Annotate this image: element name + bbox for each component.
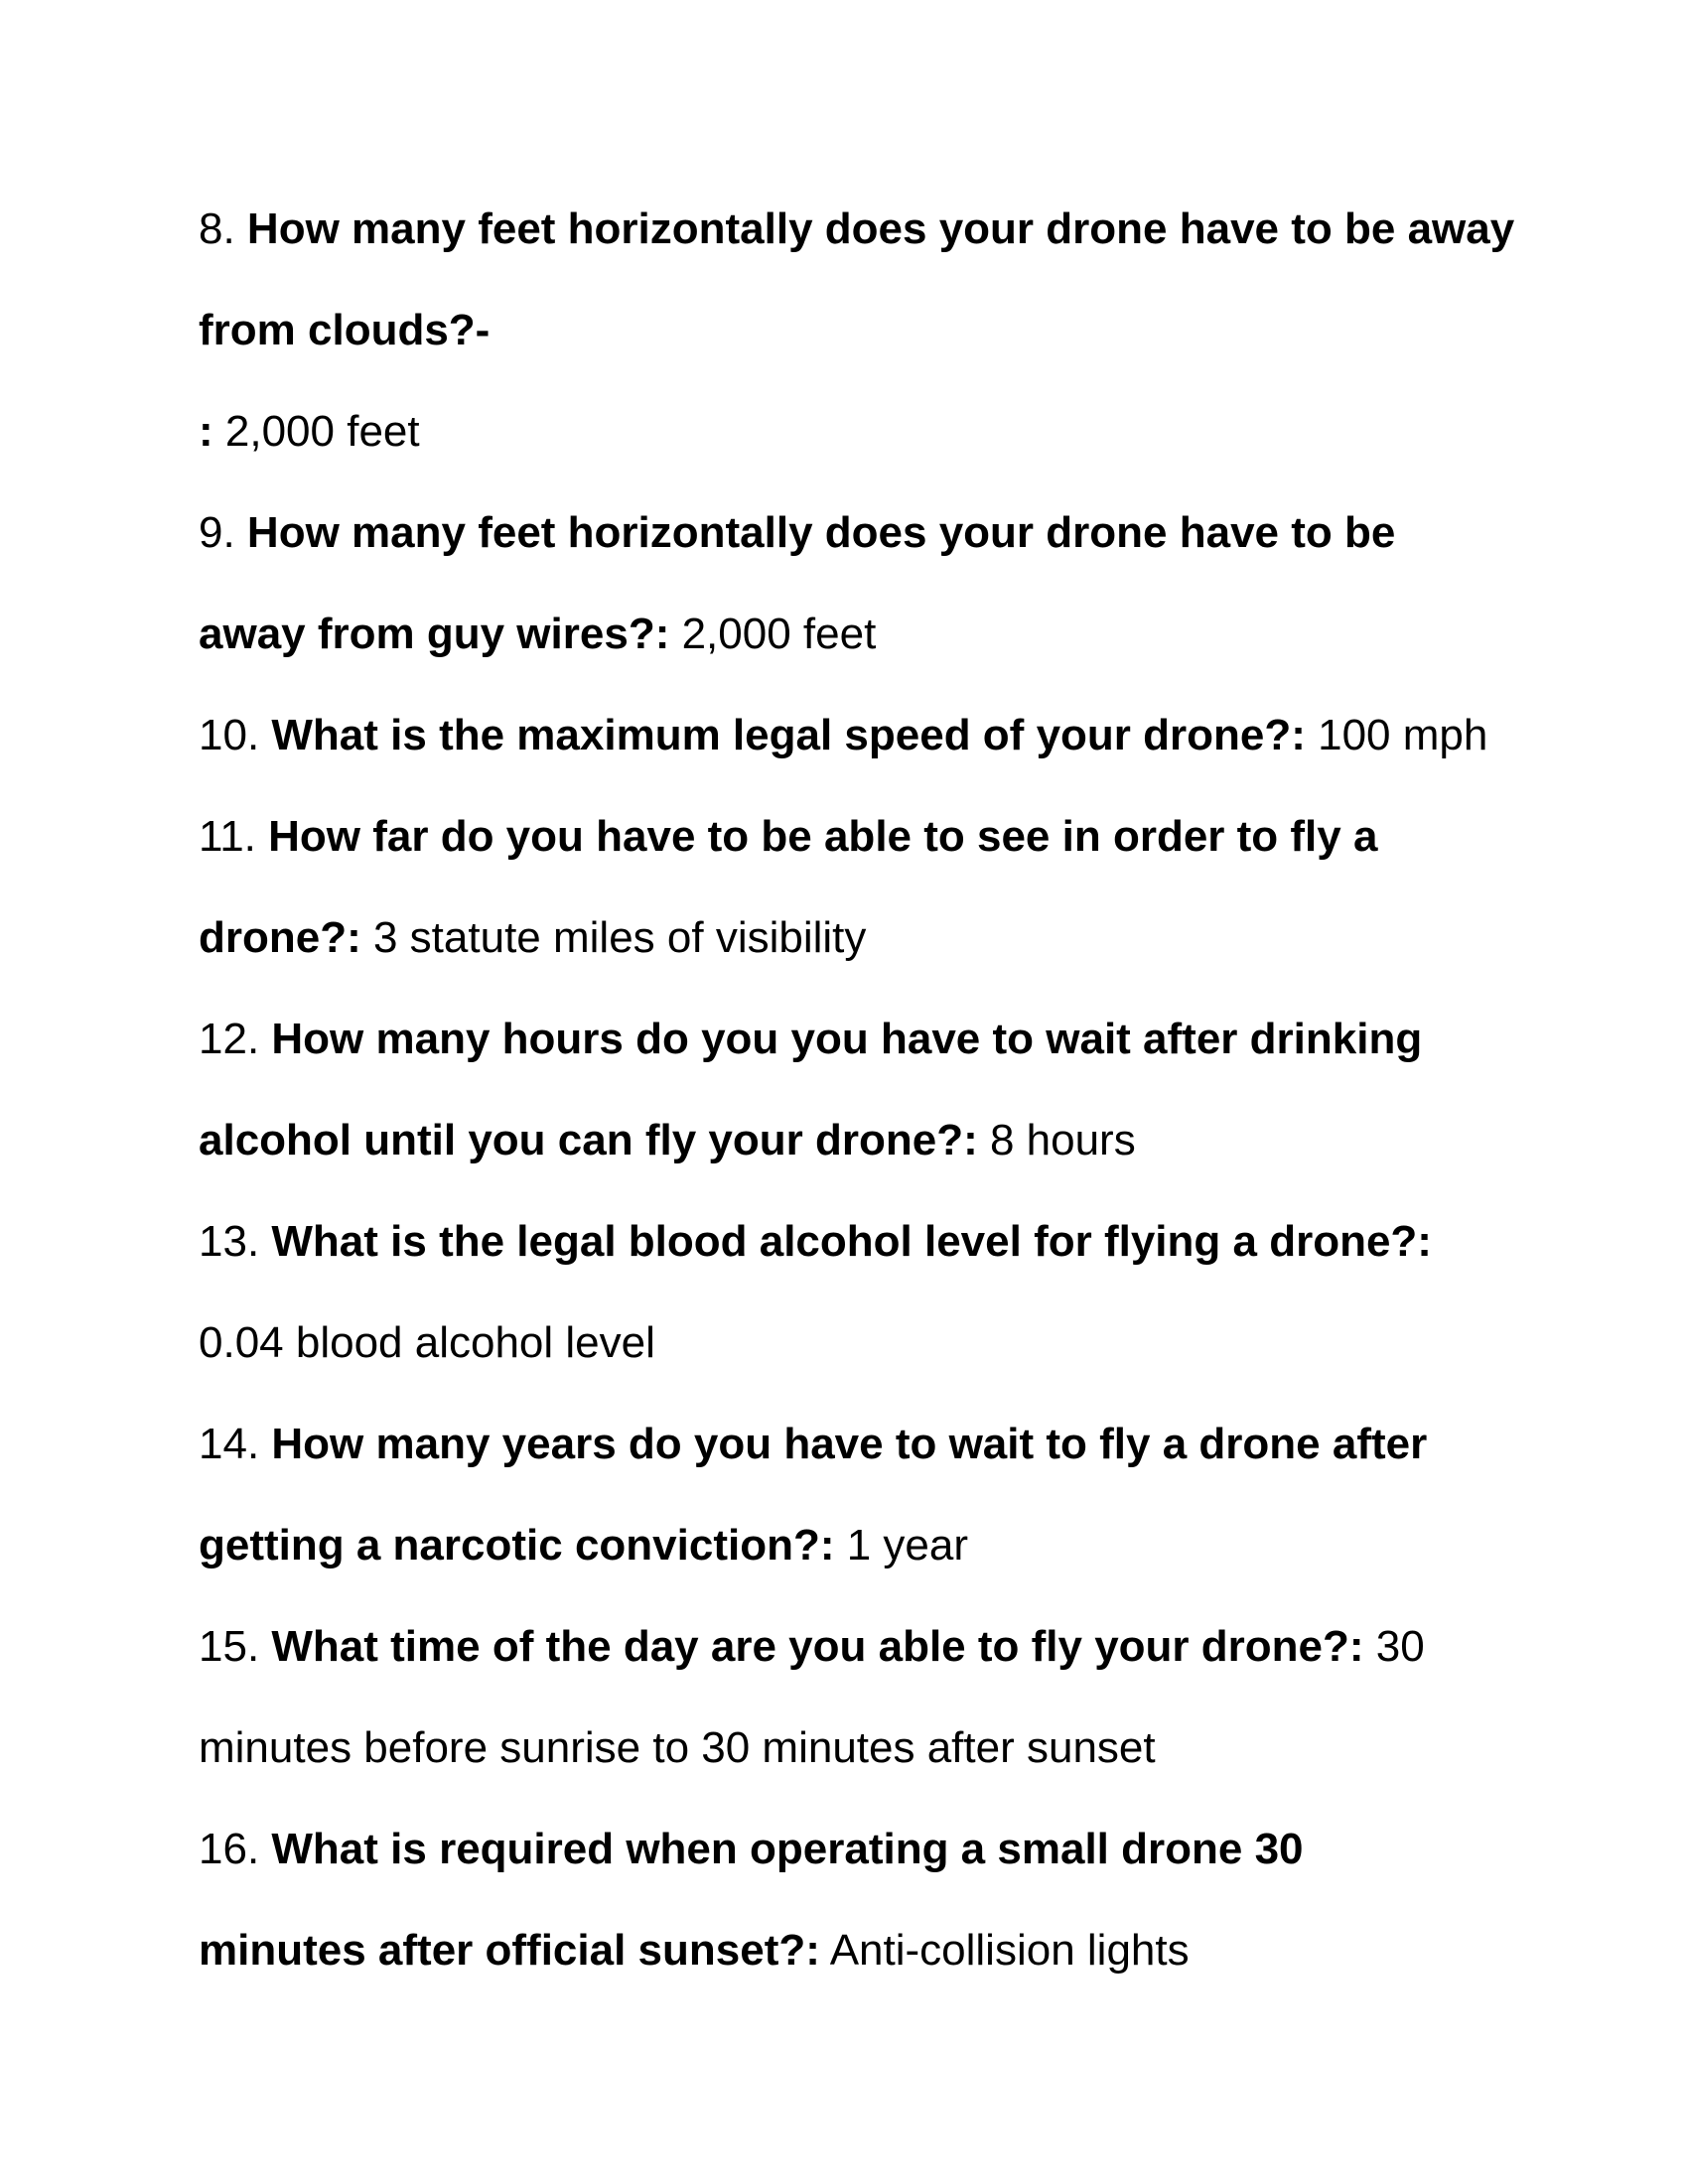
question-16-line-1 — [199, 1825, 1304, 1873]
question-text: from clouds?- — [199, 306, 491, 354]
question-12-line-1 — [199, 1015, 1423, 1063]
answer-text: 2,000 feet — [669, 610, 877, 658]
question-14-line-2 — [199, 1521, 969, 1570]
question-text: away from guy wires?: — [199, 610, 670, 658]
question-text: How many feet horizontally does your drone have to be away — [246, 205, 1515, 253]
question-text: How many hours do you you have to wait after drinking — [271, 1015, 1423, 1063]
answer-text: 0.04 blood alcohol level — [199, 1318, 655, 1367]
answer-text: Anti-collision lights — [819, 1926, 1190, 1975]
answer-text: 8 hours — [977, 1116, 1136, 1164]
answer-8-line — [199, 407, 420, 456]
question-13-line-1 — [199, 1217, 1432, 1266]
answer-text: 1 year — [834, 1521, 969, 1570]
question-16-line-2 — [199, 1926, 1190, 1975]
question-text: How far do you have to be able to see in order to fly a — [268, 812, 1378, 861]
answer-prefix: : — [199, 407, 213, 456]
question-number: 13. — [199, 1217, 272, 1266]
question-text: How many years do you have to wait to fly a drone after — [271, 1420, 1428, 1468]
question-15-line-1 — [199, 1622, 1425, 1671]
answer-15-line — [199, 1723, 1156, 1772]
question-10-line-1 — [199, 711, 1488, 759]
question-9-line-1 — [199, 508, 1396, 557]
question-text: How many feet horizontally does your drone have to be — [246, 508, 1396, 557]
question-number: 8. — [199, 205, 247, 253]
question-text: What is the legal blood alcohol level for flying a drone?: — [271, 1217, 1432, 1266]
answer-text: 100 mph — [1305, 711, 1488, 759]
question-11-line-2 — [199, 913, 867, 962]
question-number: 10. — [199, 711, 272, 759]
question-text: getting a narcotic conviction?: — [199, 1521, 835, 1570]
question-number: 15. — [199, 1622, 272, 1671]
answer-text: 30 — [1363, 1622, 1425, 1671]
question-8-line-1 — [199, 207, 1514, 251]
answer-13-line — [199, 1318, 655, 1367]
question-number: 14. — [199, 1420, 272, 1468]
question-text: What time of the day are you able to fly your drone?: — [271, 1622, 1364, 1671]
question-9-line-2 — [199, 610, 877, 658]
question-text: minutes after official sunset?: — [199, 1926, 820, 1975]
question-number: 12. — [199, 1015, 272, 1063]
answer-text: 2,000 feet — [212, 407, 420, 456]
question-12-line-2 — [199, 1116, 1136, 1164]
question-11-line-1 — [199, 812, 1378, 861]
question-number: 9. — [199, 508, 247, 557]
question-text: What is the maximum legal speed of your drone?: — [271, 711, 1306, 759]
question-8-line-2 — [199, 306, 491, 354]
question-number: 16. — [199, 1825, 272, 1873]
question-text: What is required when operating a small drone 30 — [271, 1825, 1304, 1873]
question-text: drone?: — [199, 913, 361, 962]
question-number: 11. — [199, 812, 269, 861]
question-14-line-1 — [199, 1420, 1428, 1468]
answer-text: minutes before sunrise to 30 minutes after sunset — [199, 1723, 1156, 1772]
answer-text: 3 statute miles of visibility — [360, 913, 867, 962]
question-text: alcohol until you can fly your drone?: — [199, 1116, 978, 1164]
